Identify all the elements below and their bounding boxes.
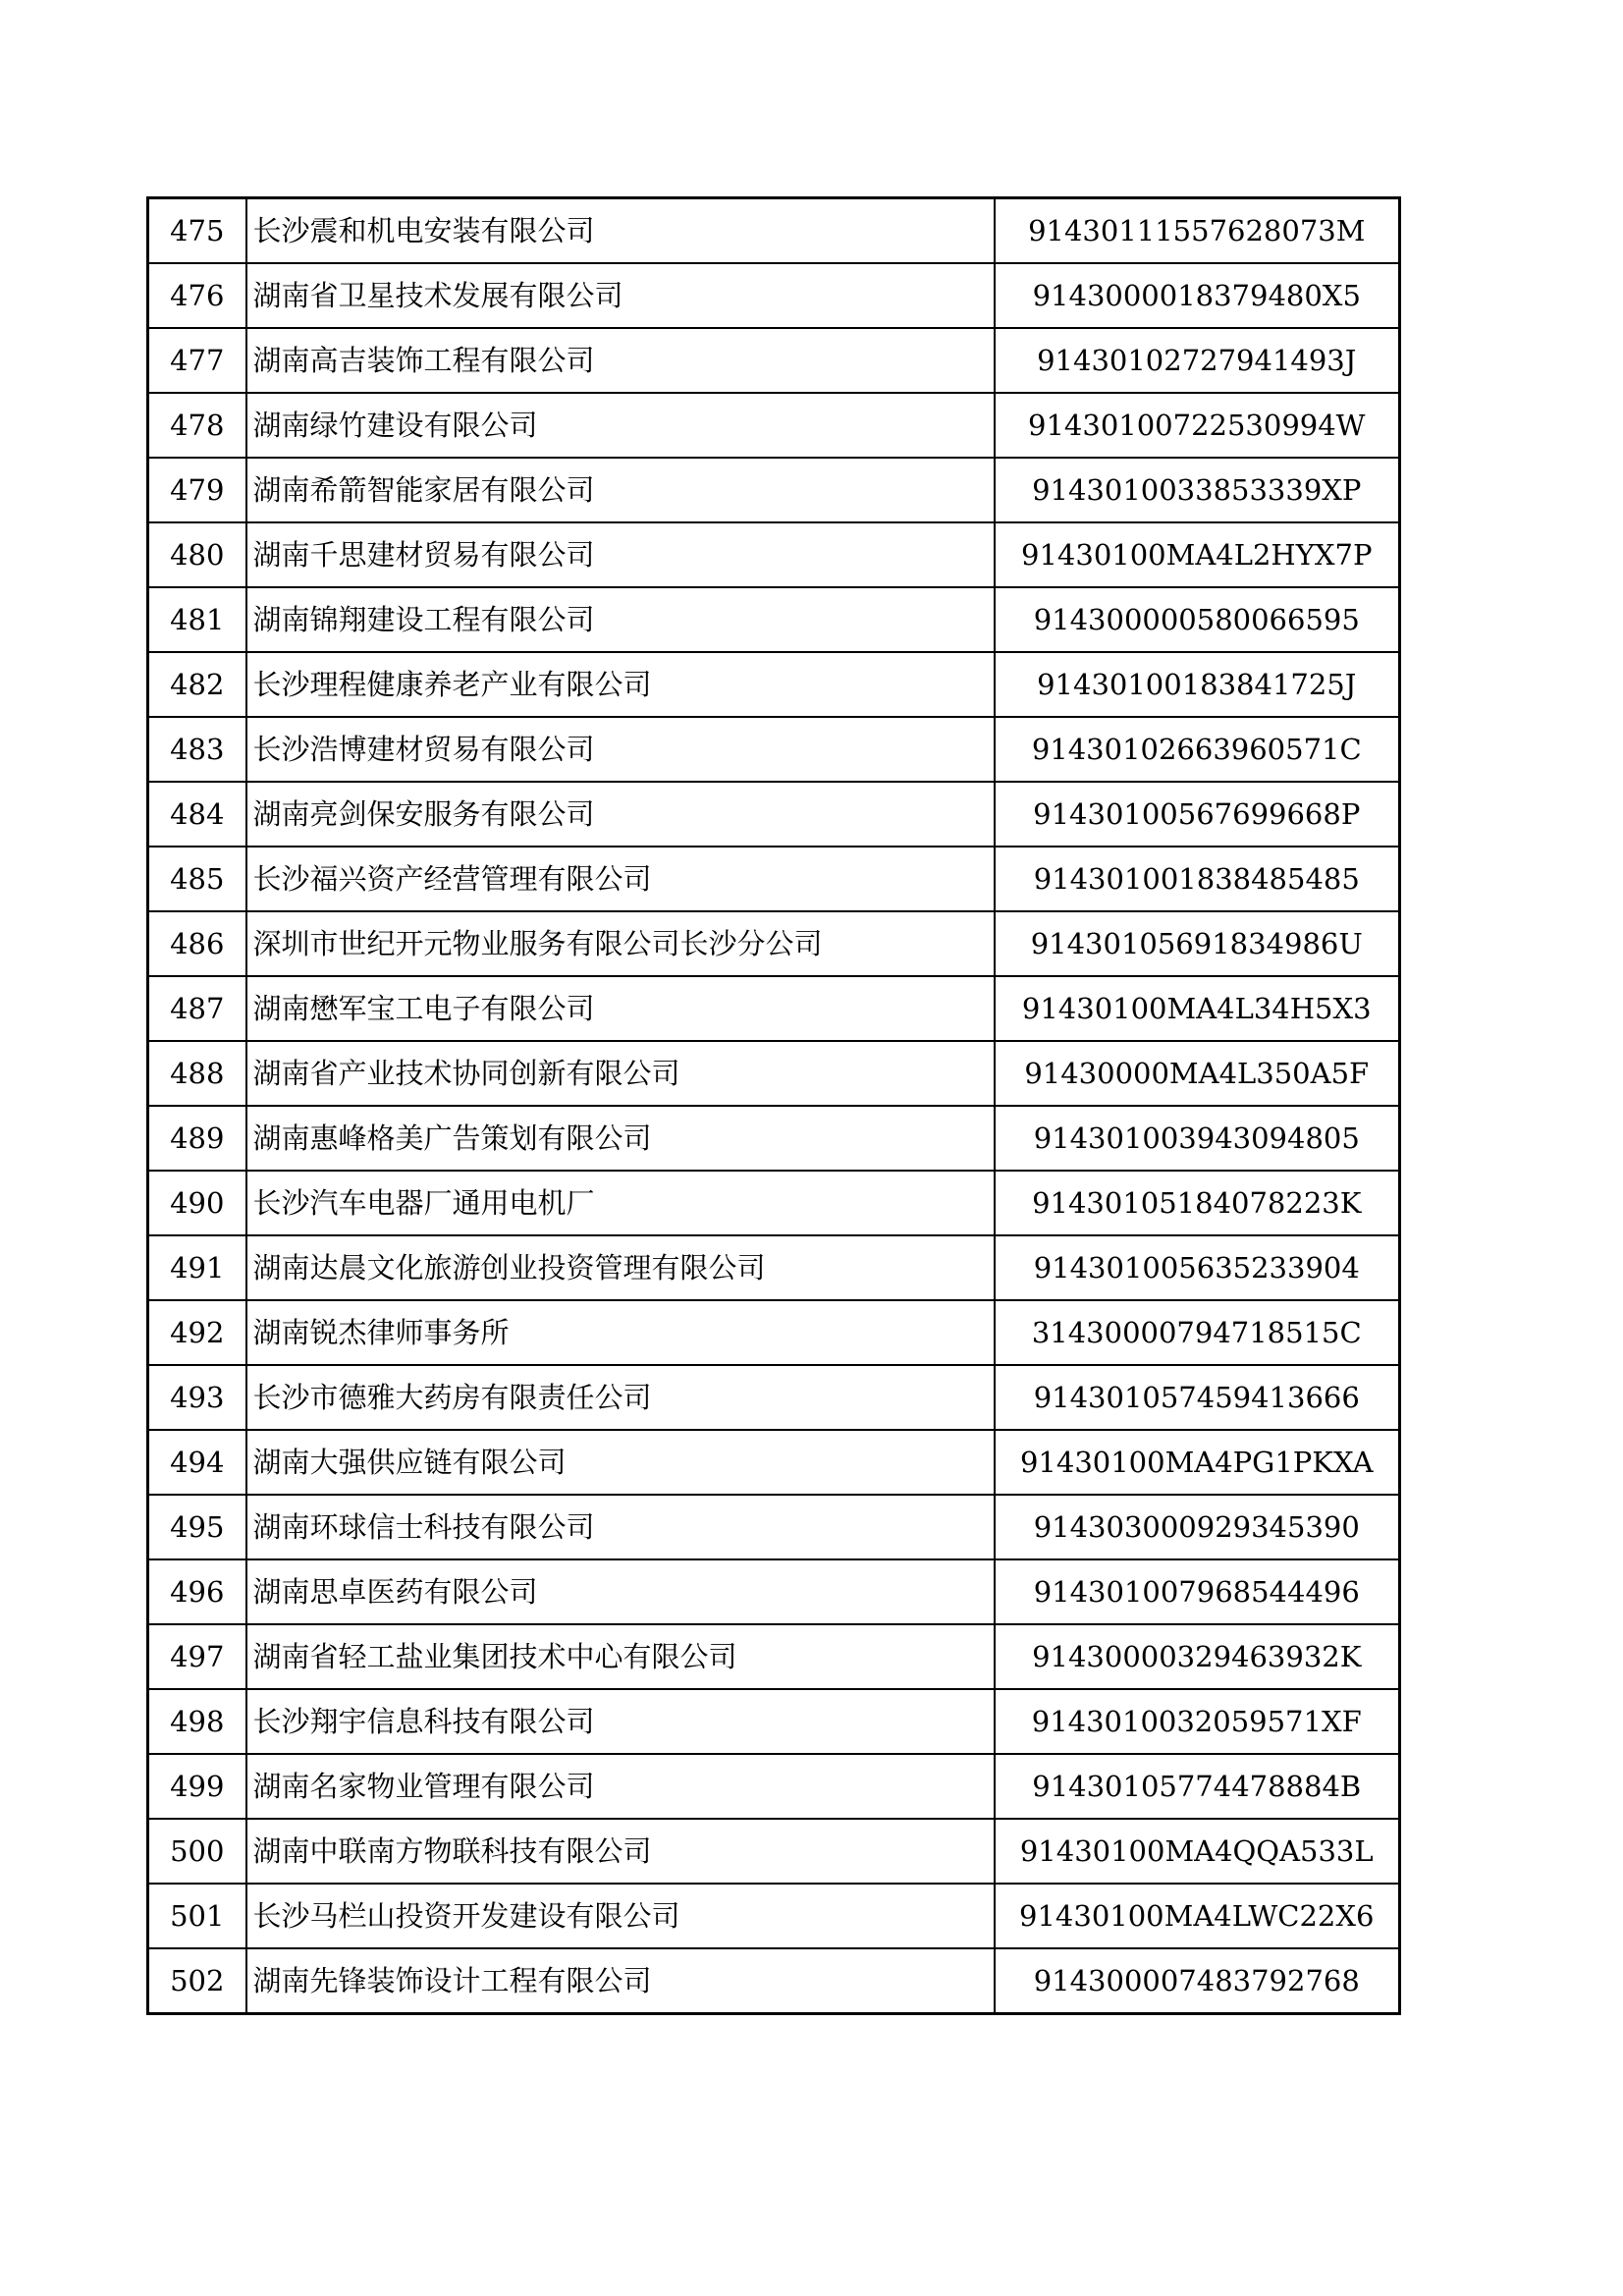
- row-number-cell: 484: [148, 782, 246, 847]
- company-name-cell: 湖南懋军宝工电子有限公司: [246, 976, 995, 1041]
- credit-code-cell: 91430100MA4L2HYX7P: [995, 522, 1400, 587]
- registry-table-body: [148, 198, 1400, 2014]
- credit-code-cell: 91430000MA4L350A5F: [995, 1041, 1400, 1106]
- credit-code-cell: 914303000929345390: [995, 1495, 1400, 1559]
- company-name-cell: 长沙马栏山投资开发建设有限公司: [246, 1884, 995, 1948]
- credit-code-cell: 914301007968544496: [995, 1559, 1400, 1624]
- credit-code-cell: 914300007483792768: [995, 1948, 1400, 2014]
- table-row: [148, 1559, 1400, 1624]
- company-name-cell: 长沙汽车电器厂通用电机厂: [246, 1171, 995, 1235]
- credit-code-cell: 91430100722530994W: [995, 393, 1400, 458]
- row-number-cell: 481: [148, 587, 246, 652]
- row-number-cell: 495: [148, 1495, 246, 1559]
- table-row: [148, 1300, 1400, 1365]
- table-row: [148, 652, 1400, 717]
- company-name-cell: 深圳市世纪开元物业服务有限公司长沙分公司: [246, 911, 995, 976]
- table-row: [148, 198, 1400, 264]
- table-row: [148, 717, 1400, 782]
- row-number-cell: 488: [148, 1041, 246, 1106]
- row-number-cell: 479: [148, 458, 246, 522]
- table-row: [148, 1884, 1400, 1948]
- row-number-cell: 478: [148, 393, 246, 458]
- credit-code-cell: 91430105691834986U: [995, 911, 1400, 976]
- table-row: [148, 1754, 1400, 1819]
- table-row: [148, 1106, 1400, 1171]
- table-row: [148, 458, 1400, 522]
- row-number-cell: 502: [148, 1948, 246, 2014]
- credit-code-cell: 91430105184078223K: [995, 1171, 1400, 1235]
- table-row: [148, 393, 1400, 458]
- company-name-cell: 湖南大强供应链有限公司: [246, 1430, 995, 1495]
- credit-code-cell: 9143010032059571XF: [995, 1689, 1400, 1754]
- row-number-cell: 492: [148, 1300, 246, 1365]
- table-row: [148, 522, 1400, 587]
- company-name-cell: 湖南省轻工盐业集团技术中心有限公司: [246, 1624, 995, 1689]
- row-number-cell: 489: [148, 1106, 246, 1171]
- row-number-cell: 482: [148, 652, 246, 717]
- row-number-cell: 496: [148, 1559, 246, 1624]
- company-name-cell: 长沙震和机电安装有限公司: [246, 198, 995, 264]
- table-row: [148, 263, 1400, 328]
- credit-code-cell: 91430000329463932K: [995, 1624, 1400, 1689]
- row-number-cell: 486: [148, 911, 246, 976]
- company-name-cell: 湖南惠峰格美广告策划有限公司: [246, 1106, 995, 1171]
- row-number-cell: 499: [148, 1754, 246, 1819]
- credit-code-cell: 9143000018379480X5: [995, 263, 1400, 328]
- company-name-cell: 湖南希箭智能家居有限公司: [246, 458, 995, 522]
- row-number-cell: 500: [148, 1819, 246, 1884]
- table-row: [148, 1819, 1400, 1884]
- table-row: [148, 1365, 1400, 1430]
- credit-code-cell: 91430100183841725J: [995, 652, 1400, 717]
- row-number-cell: 497: [148, 1624, 246, 1689]
- credit-code-cell: 31430000794718515C: [995, 1300, 1400, 1365]
- company-name-cell: 湖南达晨文化旅游创业投资管理有限公司: [246, 1235, 995, 1300]
- company-name-cell: 长沙市德雅大药房有限责任公司: [246, 1365, 995, 1430]
- company-name-cell: 湖南亮剑保安服务有限公司: [246, 782, 995, 847]
- row-number-cell: 475: [148, 198, 246, 264]
- company-name-cell: 湖南省产业技术协同创新有限公司: [246, 1041, 995, 1106]
- table-row: [148, 587, 1400, 652]
- company-name-cell: 长沙福兴资产经营管理有限公司: [246, 847, 995, 911]
- company-name-cell: 长沙浩博建材贸易有限公司: [246, 717, 995, 782]
- table-row: [148, 782, 1400, 847]
- company-name-cell: 湖南千思建材贸易有限公司: [246, 522, 995, 587]
- table-row: [148, 1171, 1400, 1235]
- company-name-cell: 湖南先锋装饰设计工程有限公司: [246, 1948, 995, 2014]
- table-row: [148, 328, 1400, 393]
- row-number-cell: 490: [148, 1171, 246, 1235]
- company-name-cell: 湖南名家物业管理有限公司: [246, 1754, 995, 1819]
- company-name-cell: 湖南锦翔建设工程有限公司: [246, 587, 995, 652]
- company-name-cell: 湖南环球信士科技有限公司: [246, 1495, 995, 1559]
- credit-code-cell: 9143010033853339XP: [995, 458, 1400, 522]
- row-number-cell: 501: [148, 1884, 246, 1948]
- table-row: [148, 847, 1400, 911]
- table-row: [148, 1495, 1400, 1559]
- row-number-cell: 498: [148, 1689, 246, 1754]
- row-number-cell: 476: [148, 263, 246, 328]
- company-name-cell: 长沙翔宇信息科技有限公司: [246, 1689, 995, 1754]
- credit-code-cell: 914301003943094805: [995, 1106, 1400, 1171]
- company-name-cell: 湖南思卓医药有限公司: [246, 1559, 995, 1624]
- table-row: [148, 1624, 1400, 1689]
- credit-code-cell: 91430100MA4QQA533L: [995, 1819, 1400, 1884]
- table-row: [148, 1041, 1400, 1106]
- credit-code-cell: 91430111557628073M: [995, 198, 1400, 264]
- company-registry-table: [146, 196, 1401, 2015]
- row-number-cell: 477: [148, 328, 246, 393]
- credit-code-cell: 914301005635233904: [995, 1235, 1400, 1300]
- credit-code-cell: 91430102663960571C: [995, 717, 1400, 782]
- table-row: [148, 1948, 1400, 2014]
- row-number-cell: 493: [148, 1365, 246, 1430]
- table-row: [148, 1430, 1400, 1495]
- credit-code-cell: 91430100MA4LWC22X6: [995, 1884, 1400, 1948]
- credit-code-cell: 91430100MA4L34H5X3: [995, 976, 1400, 1041]
- company-name-cell: 长沙理程健康养老产业有限公司: [246, 652, 995, 717]
- company-name-cell: 湖南锐杰律师事务所: [246, 1300, 995, 1365]
- row-number-cell: 487: [148, 976, 246, 1041]
- table-row: [148, 911, 1400, 976]
- row-number-cell: 494: [148, 1430, 246, 1495]
- table-row: [148, 1235, 1400, 1300]
- table-row: [148, 1689, 1400, 1754]
- company-name-cell: 湖南省卫星技术发展有限公司: [246, 263, 995, 328]
- credit-code-cell: 914300000580066595: [995, 587, 1400, 652]
- company-name-cell: 湖南中联南方物联科技有限公司: [246, 1819, 995, 1884]
- credit-code-cell: 91430100567699668P: [995, 782, 1400, 847]
- credit-code-cell: 914301057459413666: [995, 1365, 1400, 1430]
- credit-code-cell: 91430105774478884B: [995, 1754, 1400, 1819]
- row-number-cell: 483: [148, 717, 246, 782]
- credit-code-cell: 91430100MA4PG1PKXA: [995, 1430, 1400, 1495]
- company-name-cell: 湖南高吉装饰工程有限公司: [246, 328, 995, 393]
- row-number-cell: 480: [148, 522, 246, 587]
- table-row: [148, 976, 1400, 1041]
- row-number-cell: 491: [148, 1235, 246, 1300]
- credit-code-cell: 914301001838485485: [995, 847, 1400, 911]
- row-number-cell: 485: [148, 847, 246, 911]
- credit-code-cell: 91430102727941493J: [995, 328, 1400, 393]
- company-name-cell: 湖南绿竹建设有限公司: [246, 393, 995, 458]
